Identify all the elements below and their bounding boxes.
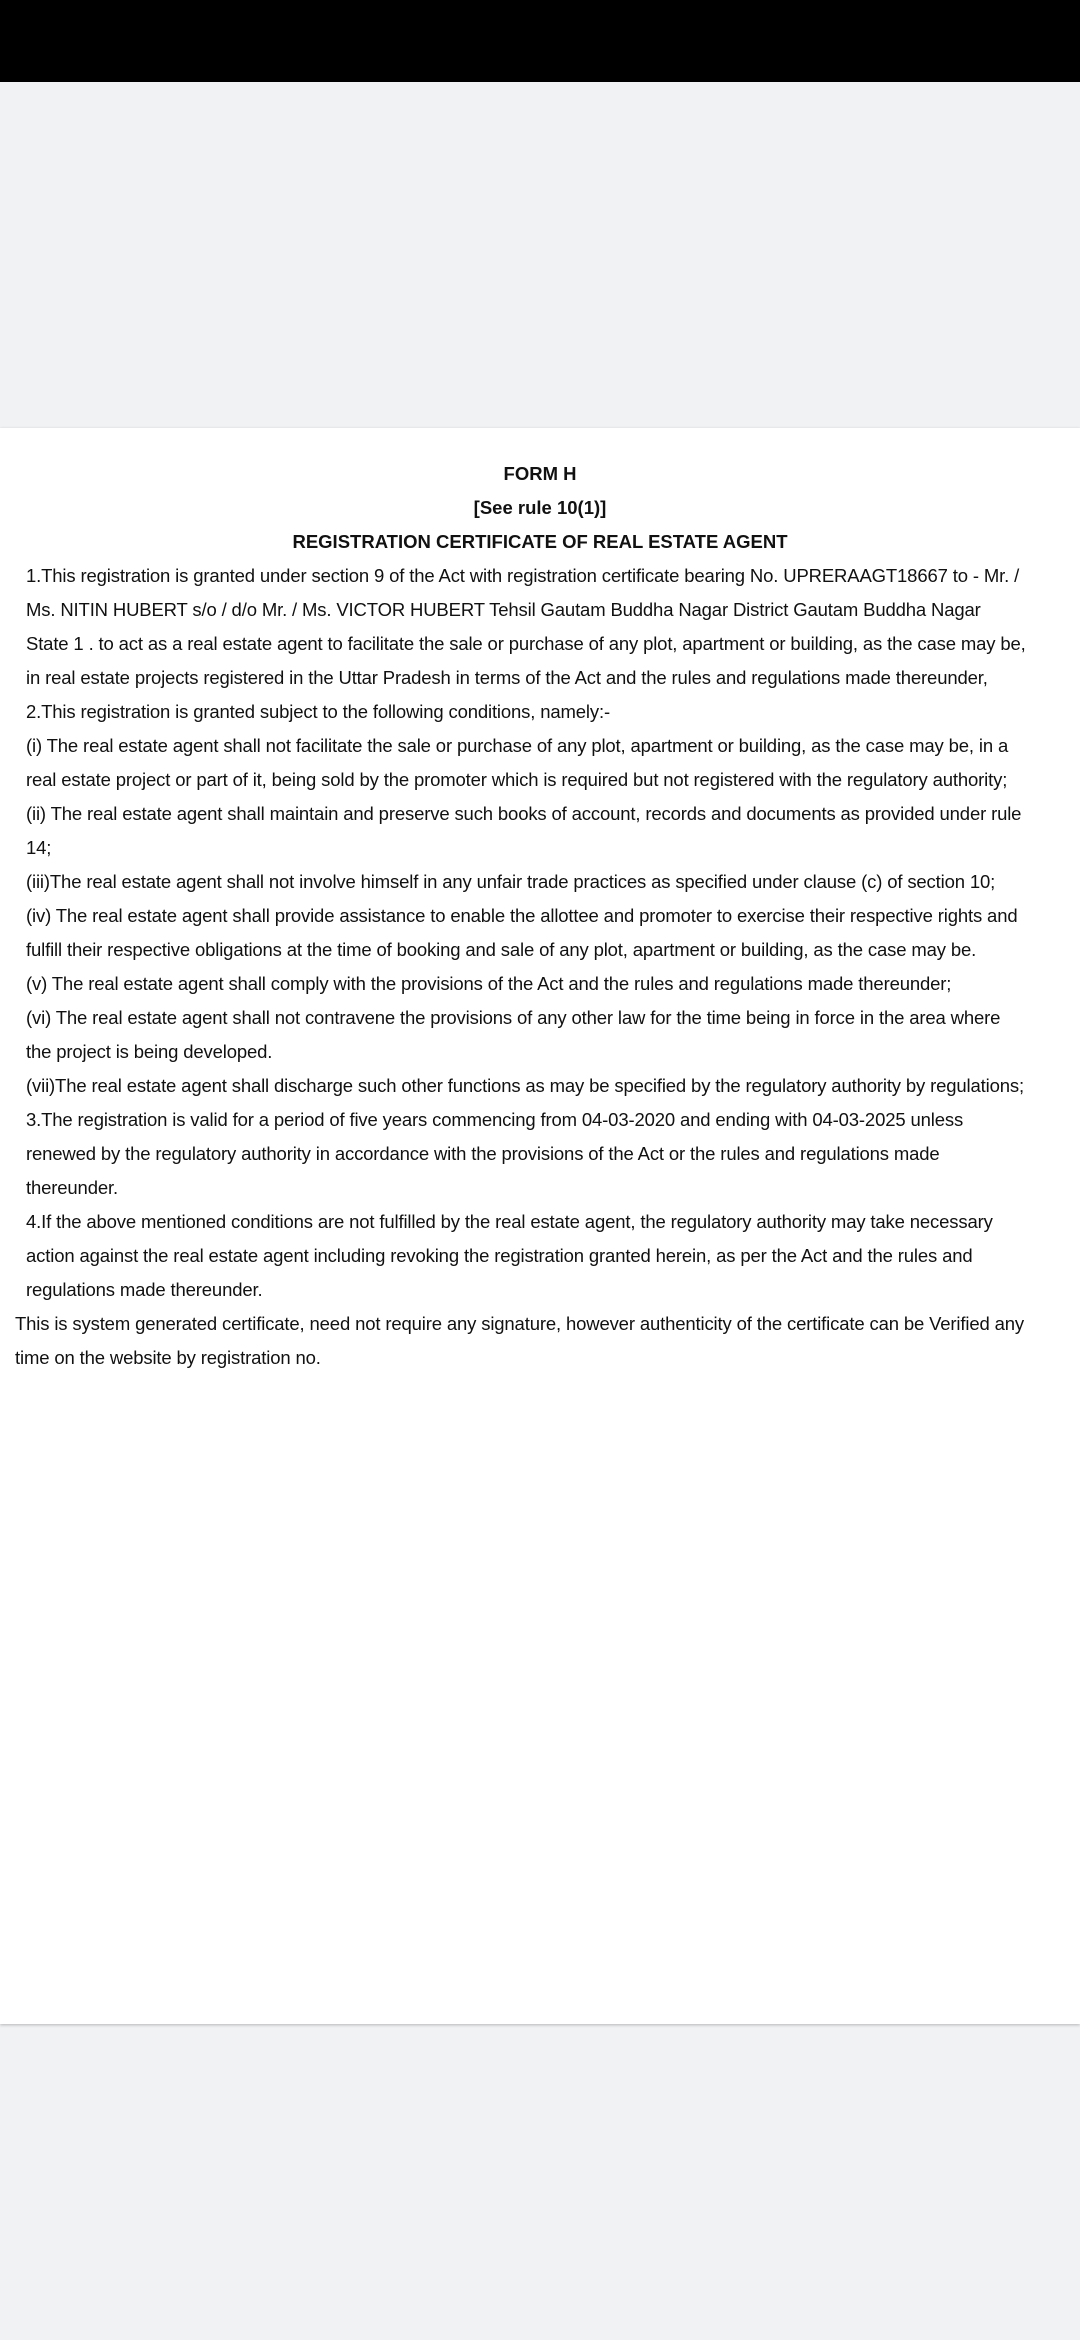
body-line: Ms. NITIN HUBERT s/o / d/o Mr. / Ms. VICTOR HUBERT Tehsil Gautam Buddha Nagar District Gautam Buddha Nagar [26, 599, 981, 620]
body-line: (v) The real estate agent shall comply with the provisions of the Act and the rules and regulations made thereunder; [26, 973, 952, 994]
body-line: 4.If the above mentioned conditions are not fulfilled by the real estate agent, the regulatory authority may take necessary [26, 1211, 993, 1232]
body-line: thereunder. [26, 1177, 118, 1198]
body-line: 3.The registration is valid for a period of five years commencing from 04-03-2020 and ending with 04-03-2025 unless [26, 1109, 964, 1130]
body-line: (vii)The real estate agent shall discharge such other functions as may be specified by the regulatory authority by regulations; [26, 1075, 1024, 1096]
body-line: fulfill their respective obligations at the time of booking and sale of any plot, apartment or building, as the case may be. [26, 939, 977, 960]
body-line: (iv) The real estate agent shall provide assistance to enable the allottee and promoter to exercise their respective rights and [26, 905, 1018, 926]
body-line: the project is being developed. [26, 1041, 273, 1062]
body-line: (i) The real estate agent shall not facilitate the sale or purchase of any plot, apartment or building, as the case may be, in a [26, 735, 1009, 756]
footer-note-line: This is system generated certificate, need not require any signature, however authenticity of the certificate can be Verified any [15, 1313, 1024, 1334]
footer-note-line: time on the website by registration no. [15, 1347, 321, 1368]
certificate-heading: REGISTRATION CERTIFICATE OF REAL ESTATE AGENT [292, 531, 788, 552]
body-line: regulations made thereunder. [26, 1279, 263, 1300]
certificate-page [0, 428, 1080, 2024]
body-line: State 1 . to act as a real estate agent to facilitate the sale or purchase of any plot, apartment or building, as the case may be, [26, 633, 1026, 654]
body-line: 1.This registration is granted under section 9 of the Act with registration certificate bearing No. UPRERAAGT18667 to - Mr. / [26, 565, 1020, 586]
body-line: (vi) The real estate agent shall not contravene the provisions of any other law for the time being in force in the area where [26, 1007, 1001, 1028]
body-line: 14; [26, 837, 52, 858]
body-line: action against the real estate agent including revoking the registration granted herein, as per the Act and the rules and [26, 1245, 973, 1266]
status-bar [0, 0, 1080, 82]
rule-reference: [See rule 10(1)] [473, 497, 607, 518]
body-line: 2.This registration is granted subject to the following conditions, namely:- [26, 701, 610, 722]
body-line: (iii)The real estate agent shall not involve himself in any unfair trade practices as specified under clause (c) of section 10; [26, 871, 996, 892]
body-line: (ii) The real estate agent shall maintain and preserve such books of account, records and documents as provided under rule [26, 803, 1022, 824]
body-line: in real estate projects registered in the Uttar Pradesh in terms of the Act and the rules and regulations made thereunder, [26, 667, 988, 688]
body-line: real estate project or part of it, being sold by the promoter which is required but not registered with the regulatory authority; [26, 769, 1008, 790]
form-title: FORM H [503, 463, 577, 484]
body-line: renewed by the regulatory authority in accordance with the provisions of the Act or the rules and regulations made [26, 1143, 940, 1164]
